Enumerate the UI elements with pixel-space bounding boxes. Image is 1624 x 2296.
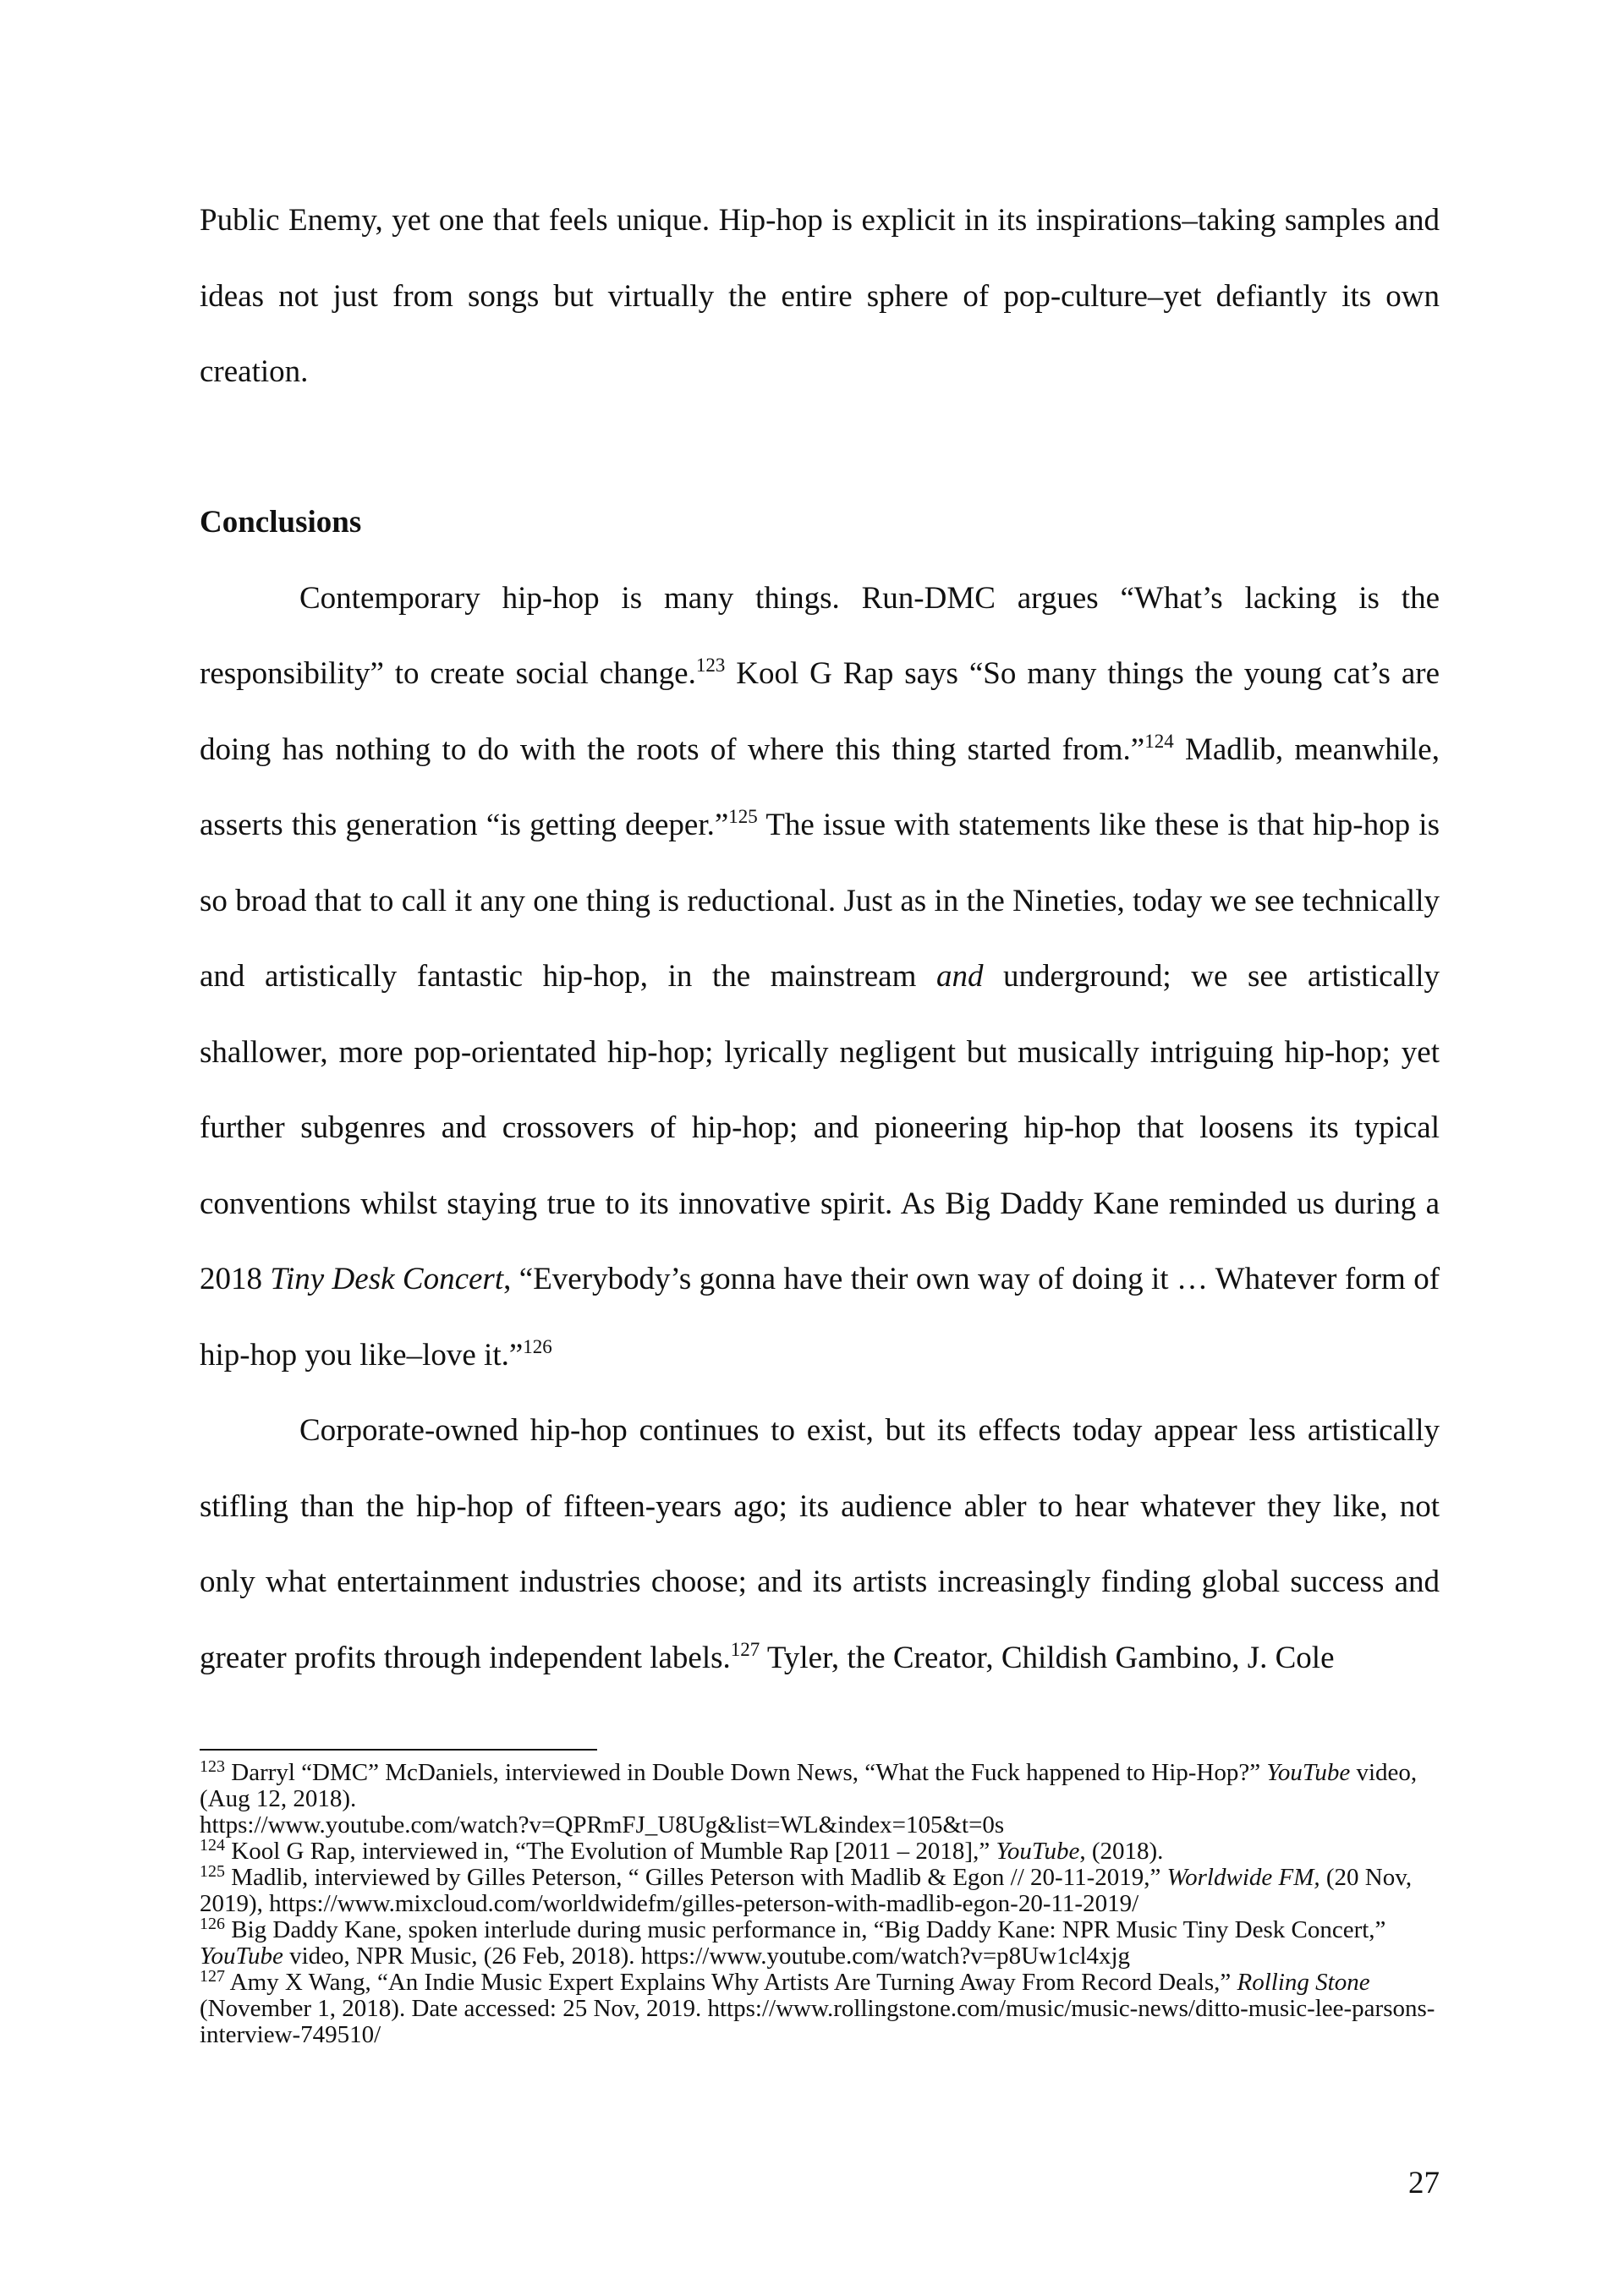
footnote-text: Darryl “DMC” McDaniels, interviewed in Double Down News, “What the Fuck happened to Hip-Hop?”	[225, 1759, 1267, 1786]
intro-paragraph: Public Enemy, yet one that feels unique. Hip-hop is explicit in its inspirations–taking samples and ideas not just from songs but virtually the entire sphere of pop-culture–yet defiantly its own creation.	[200, 203, 1440, 389]
footnote-number: 126	[200, 1915, 225, 1933]
text-run: Madlib, meanwhile, asserts this generation “is getting deeper.”	[200, 732, 1440, 842]
footnote-text: (November 1, 2018). Date accessed: 25 Nov, 2019. https://www.rollingstone.com/music/music-news/ditto-music-lee-parsons-interview-749510/	[200, 1995, 1435, 2048]
section-heading: Conclusions	[200, 505, 362, 540]
footnote-emphasis: YouTube	[200, 1943, 283, 1970]
footnote-url: https://www.youtube.com/watch?v=QPRmFJ_U8Ug&list=WL&index=105&t=0s	[200, 1811, 1005, 1838]
text-run: Contemporary hip-hop is many things. Run-DMC argues “What’s lacking is the responsibility” to create social change.	[200, 580, 1440, 691]
text-run: Corporate-owned hip-hop continues to exist, but its effects today appear less artistically stifling than the hip-hop of fifteen-years ago; its audience abler to hear whatever they like, not only what entertainment industries choose; and its artists increasingly finding global success and greater profits through independent labels.	[200, 1413, 1440, 1675]
text-run: , “Everybody’s gonna have their own way of doing it … Whatever form of hip-hop you like–love it.”	[200, 1262, 1440, 1373]
text-run: Kool G Rap says “So many things the young cat’s are doing has nothing to do with the roots of where this thing started from.”	[200, 656, 1440, 767]
footnote-127	[200, 1967, 1440, 2048]
footnote-ref: 127	[730, 1638, 760, 1660]
footnote-emphasis: Worldwide FM,	[1166, 1864, 1320, 1891]
footnote-ref: 124	[1144, 730, 1174, 752]
conclusions-paragraph-2	[200, 1393, 1440, 1696]
footnote-text: Madlib, interviewed by Gilles Peterson, “ Gilles Peterson with Madlib & Egon // 20-11-2019,”	[225, 1864, 1167, 1891]
emphasis-text: and	[935, 959, 984, 994]
footnote-number: 124	[200, 1836, 225, 1855]
footnote-text: , (2018).	[1079, 1838, 1164, 1865]
footnote-number: 123	[200, 1757, 225, 1776]
conclusions-section	[200, 485, 1440, 1696]
footnote-number: 127	[200, 1967, 225, 1986]
footnote-emphasis: Rolling Stone	[1237, 1969, 1370, 1996]
footnote-text: Big Daddy Kane, spoken interlude during music performance in, “Big Daddy Kane: NPR Music Tiny Desk Concert,”	[225, 1916, 1386, 1943]
footnote-text: video, (Aug 12, 2018).	[200, 1759, 1418, 1812]
footnote-text: (20 Nov, 2019), https://www.mixcloud.com/worldwidefm/gilles-peterson-with-madlib-egon-20-11-2019/	[200, 1864, 1413, 1917]
footnote-125	[200, 1862, 1440, 1917]
footnote-text: Amy X Wang, “An Indie Music Expert Explains Why Artists Are Turning Away From Record Deals,”	[225, 1969, 1237, 1996]
text-run: Tyler, the Creator, Childish Gambino, J. Cole	[760, 1640, 1335, 1675]
conclusions-paragraph-1	[200, 561, 1440, 1394]
text-run: underground; we see artistically shallower, more pop-orientated hip-hop; lyrically negligent but musically intriguing hip-hop; yet further subgenres and crossovers of hip-hop; and pioneering hip-hop that loosens its typical conventions whilst staying true to its innovative spirit. As Big Daddy Kane reminded us during a 2018	[200, 959, 1440, 1296]
text-run: The issue with statements like these is that hip-hop is so broad that to call it any one thing is reductional. Just as in the Nineties, today we see technically and artistically fantastic hip-hop, in the mainstream	[200, 808, 1440, 994]
intro-paragraph-block	[200, 183, 1440, 410]
footnote-number: 125	[200, 1862, 225, 1881]
footnote-text: video, NPR Music, (26 Feb, 2018). https://www.youtube.com/watch?v=p8Uw1cl4xjg	[283, 1943, 1131, 1970]
footnote-text: Kool G Rap, interviewed in, “The Evolution of Mumble Rap [2011 – 2018],”	[225, 1838, 996, 1865]
footnote-emphasis: YouTube	[996, 1838, 1080, 1865]
footnote-ref: 126	[523, 1335, 552, 1357]
footnote-ref: 125	[728, 806, 758, 827]
footnote-123	[200, 1757, 1440, 1838]
footnote-126	[200, 1917, 1440, 1970]
footnote-emphasis: YouTube	[1266, 1759, 1351, 1786]
footnote-divider	[200, 1749, 597, 1751]
footnote-ref: 123	[695, 655, 726, 676]
footnote-124	[200, 1838, 1440, 1865]
footnotes	[200, 1757, 1440, 2048]
page-number: 27	[1408, 2166, 1440, 2200]
emphasis-title: Tiny Desk Concert	[270, 1262, 504, 1296]
